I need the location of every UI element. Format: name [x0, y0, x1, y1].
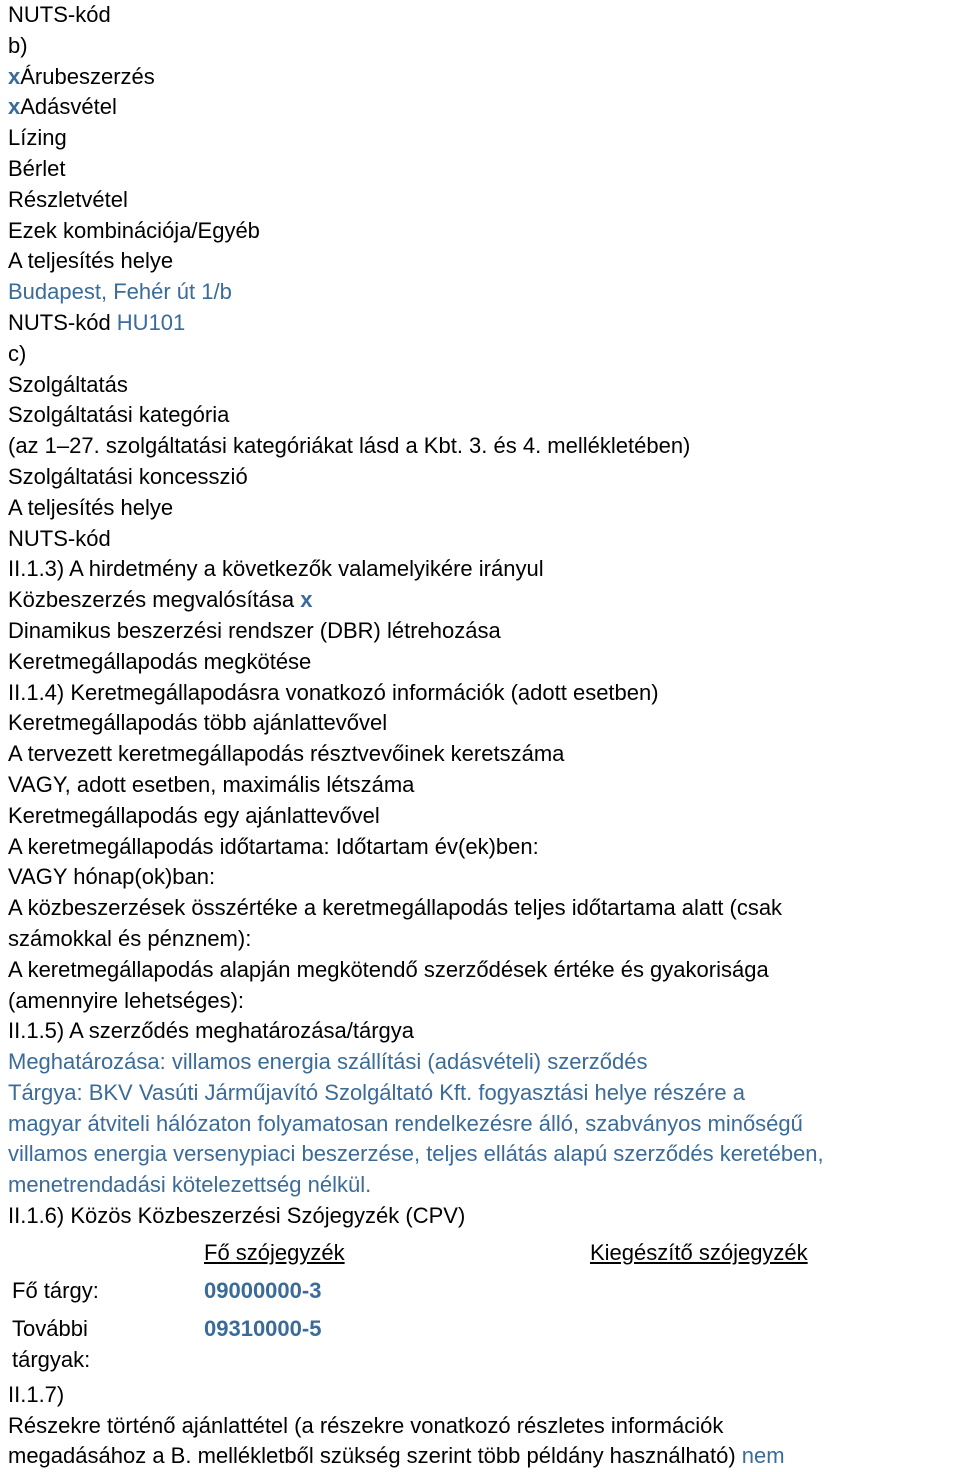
- text-segment: Budapest, Fehér út 1/b: [8, 279, 232, 305]
- text-line: [8, 832, 960, 863]
- cpv-supplementary-vocabulary-heading: Kiegészítő szójegyzék: [590, 1239, 808, 1265]
- text-segment: Adásvétel: [20, 94, 117, 120]
- text-segment: NUTS-kód: [8, 309, 117, 335]
- text-segment: Bérlet: [8, 155, 66, 181]
- text-line: [8, 308, 960, 339]
- text-line: [8, 554, 960, 585]
- text-line: [8, 1139, 960, 1170]
- text-line: [8, 185, 960, 216]
- text-segment: b): [8, 32, 28, 58]
- text-line: [8, 616, 960, 647]
- text-segment: Szolgáltatási koncesszió: [8, 463, 248, 489]
- text-segment: (amennyire lehetséges):: [8, 987, 245, 1013]
- text-segment: nem: [741, 1443, 785, 1469]
- text-segment: Szolgáltatási kategória: [8, 402, 230, 428]
- text-segment: A közbeszerzések összértéke a keretmegállapodás teljes időtartama alatt (csak: [8, 895, 783, 921]
- text-segment: A keretmegállapodás alapján megkötendő szerződések értéke és gyakorisága: [8, 956, 769, 982]
- text-line: [8, 924, 960, 955]
- text-segment: c): [8, 340, 27, 366]
- text-line: [8, 862, 960, 893]
- cpv-additional-objects-label-line2: tárgyak:: [12, 1346, 91, 1372]
- text-line: [8, 678, 960, 709]
- text-segment: A teljesítés helye: [8, 494, 174, 520]
- text-segment: számokkal és pénznem):: [8, 925, 252, 951]
- text-line: [8, 154, 960, 185]
- text-segment: megadásához a B. mellékletből szükség szerint több példány használható): [8, 1443, 742, 1469]
- text-line: [8, 216, 960, 247]
- text-line: [8, 431, 960, 462]
- text-line: [8, 0, 960, 31]
- text-line: [8, 708, 960, 739]
- text-segment: Keretmegállapodás megkötése: [8, 648, 312, 674]
- text-segment: Tárgya: BKV Vasúti Járműjavító Szolgáltató Kft. fogyasztási helye részére a: [8, 1079, 745, 1105]
- text-line: [8, 370, 960, 401]
- text-line: [8, 1078, 960, 1109]
- text-line: [8, 893, 960, 924]
- text-segment: II.1.6) Közös Közbeszerzési Szójegyzék (CPV): [8, 1203, 466, 1229]
- checkbox-mark: x: [300, 587, 313, 613]
- text-segment: II.1.5) A szerződés meghatározása/tárgya: [8, 1018, 415, 1044]
- text-segment: A keretmegállapodás időtartama: Időtartam év(ek)ben:: [8, 833, 539, 859]
- text-line: [8, 1201, 960, 1232]
- text-segment: NUTS-kód: [8, 525, 111, 551]
- text-line: [8, 277, 960, 308]
- text-segment: Ezek kombinációja/Egyéb: [8, 217, 260, 243]
- checkbox-mark: x: [8, 63, 21, 89]
- text-segment: II.1.4) Keretmegállapodásra vonatkozó információk (adott esetben): [8, 679, 659, 705]
- text-segment: NUTS-kód: [8, 2, 111, 27]
- text-line: [8, 1380, 960, 1411]
- cpv-main-object-label: Fő tárgy:: [12, 1277, 99, 1303]
- text-line: [8, 524, 960, 555]
- text-line: [8, 62, 960, 93]
- text-line: [8, 92, 960, 123]
- text-line: [8, 493, 960, 524]
- text-line: [8, 955, 960, 986]
- text-line: [8, 31, 960, 62]
- text-segment: VAGY, adott esetben, maximális létszáma: [8, 771, 415, 797]
- text-segment: VAGY hónap(ok)ban:: [8, 864, 216, 890]
- text-segment: Árubeszerzés: [20, 63, 155, 89]
- text-segment: villamos energia versenypiaci beszerzése, teljes ellátás alapú szerződés keretében,: [8, 1141, 824, 1167]
- text-segment: Dinamikus beszerzési rendszer (DBR) létrehozása: [8, 617, 501, 643]
- text-segment: Közbeszerzés megvalósítása: [8, 587, 301, 613]
- text-line: [8, 462, 960, 493]
- text-line: [8, 246, 960, 277]
- text-segment: magyar átviteli hálózaton folyamatosan rendelkezésre álló, szabványos minőségű: [8, 1110, 803, 1136]
- text-line: [8, 801, 960, 832]
- text-line: [8, 1016, 960, 1047]
- text-segment: Keretmegállapodás több ajánlattevővel: [8, 710, 388, 736]
- text-line: [8, 1411, 960, 1442]
- text-segment: II.1.3) A hirdetmény a következők valamelyikére irányul: [8, 556, 544, 582]
- text-line: [8, 739, 960, 770]
- text-line: [8, 986, 960, 1017]
- text-line: [8, 647, 960, 678]
- text-segment: Részekre történő ajánlattétel (a részekre vonatkozó részletes információk: [8, 1412, 724, 1438]
- cpv-main-vocabulary-heading: Fő szójegyzék: [204, 1239, 345, 1265]
- text-segment: Lízing: [8, 125, 67, 151]
- text-segment: Meghatározása: villamos energia szállítási (adásvételi) szerződés: [8, 1049, 648, 1075]
- text-segment: HU101: [116, 309, 186, 335]
- text-segment: II.1.7): [8, 1381, 65, 1407]
- text-segment: (az 1–27. szolgáltatási kategóriákat lásd a Kbt. 3. és 4. mellékletében): [8, 433, 691, 459]
- text-line: [8, 1047, 960, 1078]
- checkbox-mark: x: [8, 94, 21, 120]
- cpv-additional-objects-label-line1: További: [12, 1315, 88, 1341]
- cpv-table: [8, 1232, 960, 1380]
- text-segment: Részletvétel: [8, 186, 128, 212]
- text-line: [8, 585, 960, 616]
- form-section-top: [8, 0, 960, 1232]
- text-line: [8, 1109, 960, 1140]
- text-line: [8, 339, 960, 370]
- cpv-additional-object-code: 09310000-5: [204, 1315, 322, 1341]
- text-segment: menetrendadási kötelezettség nélkül.: [8, 1172, 372, 1198]
- text-line: [8, 770, 960, 801]
- text-line: [8, 1170, 960, 1201]
- text-segment: Szolgáltatás: [8, 371, 128, 397]
- text-line: [8, 123, 960, 154]
- text-segment: A tervezett keretmegállapodás résztvevőinek keretszáma: [8, 741, 565, 767]
- text-line: [8, 1441, 960, 1472]
- text-line: [8, 400, 960, 431]
- text-segment: Keretmegállapodás egy ajánlattevővel: [8, 802, 380, 828]
- form-section-bottom: [8, 1380, 960, 1472]
- cpv-main-object-code: 09000000-3: [204, 1277, 322, 1303]
- text-segment: A teljesítés helye: [8, 248, 174, 274]
